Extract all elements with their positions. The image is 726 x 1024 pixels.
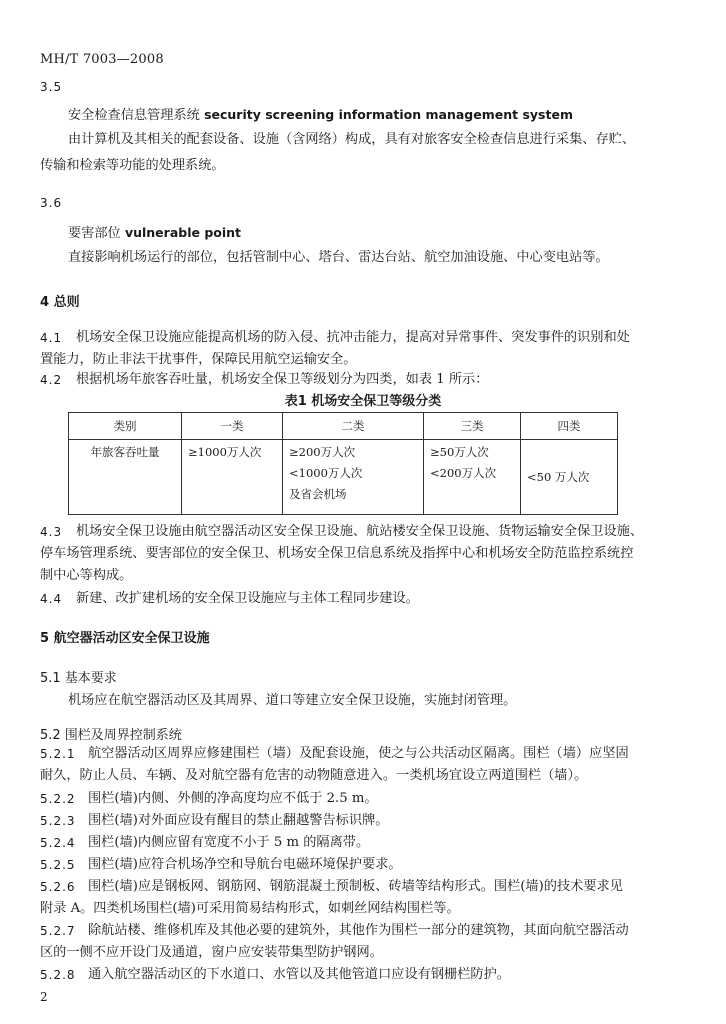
paragraph: 机场应在航空器活动区及其周界、道口等建立安全保卫设施，实施封闭管理。: [68, 693, 517, 708]
clause-number: 4.3: [40, 525, 63, 539]
clause-number: 5.2.8: [40, 968, 76, 982]
subsection-heading: 5.1 基本要求: [40, 671, 117, 686]
table-caption: 表1 机场安全保卫等级分类: [284, 394, 442, 409]
clause-number: 5.2.1: [40, 747, 76, 761]
table-header-row: [69, 413, 618, 440]
term-entry: [68, 106, 573, 125]
table-cell: ≥1000万人次: [182, 440, 283, 515]
paragraph: 新建、改扩建机场的安全保卫设施应与主体工程同步建设。: [76, 591, 419, 606]
subsection-heading: 5.2 围栏及周界控制系统: [40, 728, 182, 743]
clause-number: 4.2: [40, 373, 63, 387]
clause-number: 5.2.3: [40, 814, 76, 828]
paragraph: 围栏(墙)对外面应设有醒目的禁止翻越警告标识牌。: [88, 813, 389, 828]
table-cell: [283, 440, 424, 515]
table-header-cell: 二类: [283, 413, 424, 440]
clause-number: 5.2.2: [40, 792, 76, 806]
clause-number: 3.5: [40, 80, 63, 94]
paragraph: 根据机场年旅客吞吐量，机场安全保卫等级划分为四类，如表 1 所示：: [76, 372, 489, 387]
term-entry: [68, 224, 241, 243]
cell-line: <1000万人次: [289, 466, 363, 480]
table-header-cell: 四类: [521, 413, 618, 440]
section-heading: 4 总则: [40, 295, 80, 310]
clause-number: 5.2.6: [40, 880, 76, 894]
clause-number: 3.6: [40, 196, 63, 210]
paragraph: 区的一侧不应开设门及通道，窗户应安装带集型防护钢网。: [40, 945, 383, 960]
paragraph: 机场安全保卫设施应能提高机场的防入侵、抗冲击能力，提高对异常事件、突发事件的识别和处: [76, 330, 630, 345]
table-row-label: 年旅客吞吐量: [69, 440, 182, 515]
table-header-cell: 类别: [69, 413, 182, 440]
paragraph: 围栏(墙)应是钢板网、钢筋网、钢筋混凝土预制板、砖墙等结构形式。围栏(墙)的技术要求见: [88, 879, 623, 894]
paragraph: 机场安全保卫设施由航空器活动区安全保卫设施、航站楼安全保卫设施、货物运输安全保卫设施、: [76, 524, 644, 539]
term-definition: 传输和检索等功能的处理系统。: [40, 158, 225, 173]
clause-number: 5.2.4: [40, 836, 76, 850]
term-chinese: 要害部位: [68, 226, 121, 241]
paragraph: 围栏(墙)内侧应留有宽度不小于 5 m 的隔离带。: [88, 835, 370, 850]
paragraph: 通入航空器活动区的下水道口、水管以及其他管道口应设有钢栅栏防护。: [88, 967, 510, 982]
paragraph: 除航站楼、维修机库及其他必要的建筑外，其他作为围栏一部分的建筑物，其面向航空器活动: [88, 923, 629, 938]
paragraph: 航空器活动区周界应修建围栏（墙）及配套设施，使之与公共活动区隔离。围栏（墙）应坚固: [88, 746, 629, 761]
cell-line: ≥50万人次: [430, 445, 489, 459]
term-chinese: 安全检查信息管理系统: [68, 108, 200, 123]
clause-number: 5.2.5: [40, 858, 76, 872]
paragraph: 附录 A。四类机场围栏(墙)可采用简易结构形式，如刺丝网结构围栏等。: [40, 901, 460, 916]
table-header-cell: 三类: [424, 413, 521, 440]
term-definition: 直接影响机场运行的部位，包括管制中心、塔台、雷达台站、航空加油设施、中心变电站等。: [68, 250, 609, 265]
section-heading: 5 航空器活动区安全保卫设施: [40, 631, 210, 646]
term-english: vulnerable point: [124, 225, 242, 240]
term-english: security screening information management system: [204, 107, 573, 122]
standard-code-header: MH/T 7003—2008: [40, 52, 164, 67]
clause-number: 4.1: [40, 331, 63, 345]
clause-number: 5.2.7: [40, 924, 76, 938]
page-number: 2: [40, 990, 48, 1004]
paragraph: 围栏(墙)内侧、外侧的净高度均应不低于 2.5 m。: [88, 791, 378, 806]
table-cell: [424, 440, 521, 515]
table-row: [69, 440, 618, 515]
paragraph: 置能力，防止非法干扰事件，保障民用航空运输安全。: [40, 352, 357, 367]
paragraph: 停车场管理系统、要害部位的安全保卫、机场安全保卫信息系统及指挥中心和机场安全防范监控系统控: [40, 546, 634, 561]
security-level-table: [68, 412, 618, 515]
cell-line: <200万人次: [430, 466, 497, 480]
paragraph: 围栏(墙)应符合机场净空和导航台电磁环境保护要求。: [88, 857, 402, 872]
table-cell: <50 万人次: [521, 440, 618, 515]
cell-line: 及省会机场: [289, 487, 347, 501]
paragraph: 制中心等构成。: [40, 568, 133, 583]
term-definition: 由计算机及其相关的配套设备、设施（含网络）构成，具有对旅客安全检查信息进行采集、存贮、: [68, 132, 636, 147]
clause-number: 4.4: [40, 592, 63, 606]
cell-line: ≥200万人次: [289, 445, 356, 459]
paragraph: 耐久，防止人员、车辆、及对航空器有危害的动物随意进入。一类机场宜设立两道围栏（墙）。: [40, 768, 588, 783]
table-header-cell: 一类: [182, 413, 283, 440]
